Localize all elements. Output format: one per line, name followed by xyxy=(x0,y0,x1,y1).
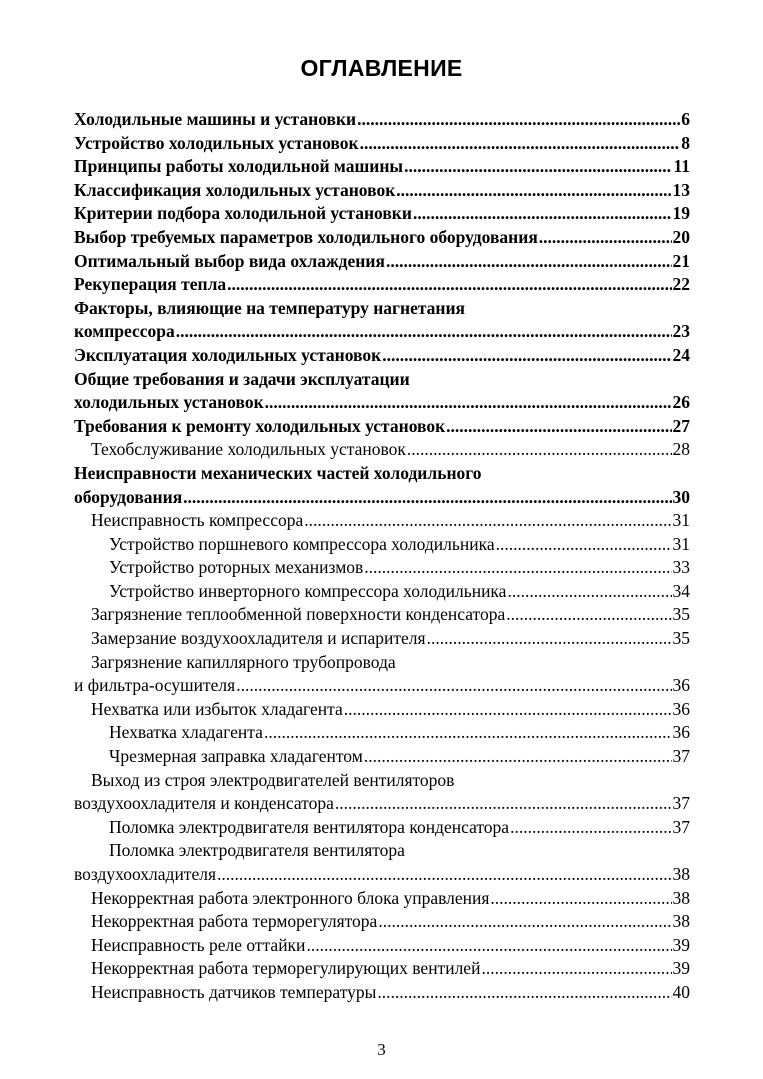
toc-entry xyxy=(74,179,690,203)
toc-entry-title: Факторы, влияющие на температуру нагнетания xyxy=(74,297,466,318)
dot-leader xyxy=(490,887,671,911)
toc-entry xyxy=(74,957,690,981)
toc-entry-title: Поломка электродвигателя вентилятора xyxy=(109,840,405,861)
toc-entry xyxy=(74,438,690,462)
toc-entry-title: Замерзание воздухоохладителя и испарителя xyxy=(91,628,426,649)
toc-entry-title-continuation: компрессора xyxy=(74,321,175,342)
toc-entry xyxy=(74,202,690,226)
toc-entry xyxy=(74,509,690,533)
toc-entry-page: 37 xyxy=(672,816,690,837)
toc-entry-title: Принципы работы холодильной машины xyxy=(74,156,404,177)
toc-entry-title: Рекуперация тепла xyxy=(74,274,227,295)
toc-entry xyxy=(74,108,690,132)
toc-entry-title: Нехватка хладагента xyxy=(109,722,263,743)
dot-leader xyxy=(404,155,672,179)
toc-entry xyxy=(74,155,690,179)
toc-entry-continuation xyxy=(74,391,690,415)
toc-entry-title: Загрязнение капиллярного трубопровода xyxy=(91,651,396,672)
page-title: ОГЛАВЛЕНИЕ xyxy=(300,55,463,81)
toc-entry-page: 26 xyxy=(672,392,690,413)
toc-entry-page: 30 xyxy=(672,486,690,507)
toc-entry-title: Устройство холодильных установок xyxy=(74,132,359,153)
toc-entry-page: 19 xyxy=(672,203,690,224)
toc-entry xyxy=(74,250,690,274)
dot-leader xyxy=(382,344,671,368)
toc-entry-page: 37 xyxy=(672,793,690,814)
toc-entry-continuation xyxy=(74,863,690,887)
toc-entry-title: Оптимальный выбор вида охлаждения xyxy=(74,250,385,271)
toc-entry xyxy=(74,769,690,793)
toc-entry-title: Некорректная работа электронного блока управления xyxy=(91,887,490,908)
dot-leader xyxy=(357,108,680,132)
toc-entry-title: Классификация холодильных установок xyxy=(74,179,396,200)
toc-entry-title: Некорректная работа терморегулятора xyxy=(91,911,378,932)
toc-entry xyxy=(74,981,690,1005)
toc-entry-page: 31 xyxy=(672,533,690,554)
dot-leader xyxy=(176,320,672,344)
toc-entry-page: 38 xyxy=(672,864,690,884)
toc-entry-page: 21 xyxy=(672,250,690,271)
toc-entry-title: Неисправности механических частей холодильного xyxy=(74,462,482,483)
toc-entry xyxy=(74,580,690,604)
dot-leader xyxy=(236,674,671,698)
dot-leader xyxy=(446,415,671,439)
dot-leader xyxy=(506,603,671,627)
toc-entry-page: 36 xyxy=(672,722,690,743)
toc-entry-title: Требования к ремонту холодильных установок xyxy=(74,415,446,436)
toc-entry-page: 24 xyxy=(672,344,690,365)
toc-entry xyxy=(74,934,690,958)
toc-entry-page: 36 xyxy=(672,675,690,696)
toc-entry xyxy=(74,415,690,439)
toc-entry xyxy=(74,132,690,156)
toc-entry-title: Загрязнение теплообменной поверхности конденсатора xyxy=(91,604,506,625)
toc-entry-title: Некорректная работа терморегулирующих вентилей xyxy=(91,958,481,979)
dot-leader xyxy=(217,863,671,887)
toc-entry-page: 39 xyxy=(672,934,690,955)
toc-entry-page: 39 xyxy=(672,958,690,979)
dot-leader xyxy=(496,533,672,557)
dot-leader xyxy=(364,745,672,769)
dot-leader xyxy=(507,580,671,604)
toc-entry-title-continuation: воздухоохладителя xyxy=(74,864,217,884)
toc-entry-page: 35 xyxy=(672,628,690,649)
toc-entry xyxy=(74,816,690,840)
toc-entry xyxy=(74,226,690,250)
toc-entry-title-continuation: оборудования xyxy=(74,486,183,507)
toc-entry-continuation xyxy=(74,486,690,510)
page-number: 3 xyxy=(377,1040,386,1059)
toc-entry-title: Устройство роторных механизмов xyxy=(109,557,364,578)
toc-entry-title: Неисправность компрессора xyxy=(91,510,304,531)
dot-leader xyxy=(510,816,671,840)
dot-leader xyxy=(265,391,672,415)
toc-entry-page: 27 xyxy=(672,415,690,436)
toc-entry-page: 22 xyxy=(672,274,690,295)
toc-entry-title: Неисправность датчиков температуры xyxy=(91,981,377,1002)
toc-entry-title: Техобслуживание холодильных установок xyxy=(91,439,406,460)
toc-entry-page: 6 xyxy=(681,109,690,129)
toc-entry xyxy=(74,627,690,651)
toc-entry xyxy=(74,910,690,934)
toc-entry xyxy=(74,556,690,580)
dot-leader xyxy=(539,226,672,250)
toc-entry-page: 37 xyxy=(672,746,690,767)
toc-entry-title: Холодильные машины и установки xyxy=(74,109,357,129)
toc-entry xyxy=(74,745,690,769)
toc-entry-page: 36 xyxy=(672,698,690,719)
toc-entry xyxy=(74,721,690,745)
dot-leader xyxy=(306,934,671,958)
dot-leader xyxy=(407,438,672,462)
dot-leader xyxy=(378,910,671,934)
toc-entry-page: 34 xyxy=(672,580,690,601)
dot-leader xyxy=(227,273,671,297)
toc-entry-page: 35 xyxy=(672,604,690,625)
toc-entry-page: 11 xyxy=(673,156,690,177)
toc-entry-title: Эксплуатация холодильных установок xyxy=(74,344,382,365)
toc-entry xyxy=(74,533,690,557)
toc-entry xyxy=(74,273,690,297)
toc-entry xyxy=(74,603,690,627)
toc-entry-title: Критерии подбора холодильной установки xyxy=(74,203,412,224)
dot-leader xyxy=(360,132,681,156)
toc-entry-title: Устройство поршневого компрессора холодильника xyxy=(109,533,495,554)
toc-entry xyxy=(74,839,690,863)
toc-entry-page: 20 xyxy=(672,226,690,247)
dot-leader xyxy=(386,250,672,274)
table-of-contents xyxy=(74,108,690,1005)
dot-leader xyxy=(427,627,672,651)
toc-entry-title: Поломка электродвигателя вентилятора конденсатора xyxy=(109,816,510,837)
dot-leader xyxy=(183,486,671,510)
dot-leader xyxy=(264,721,672,745)
toc-entry xyxy=(74,462,690,486)
toc-entry xyxy=(74,344,690,368)
toc-entry-continuation xyxy=(74,674,690,698)
toc-entry xyxy=(74,698,690,722)
toc-entry-continuation xyxy=(74,792,690,816)
toc-entry-continuation xyxy=(74,320,690,344)
toc-entry-page: 31 xyxy=(672,510,690,531)
dot-leader xyxy=(344,698,672,722)
dot-leader xyxy=(304,509,671,533)
toc-entry-page: 8 xyxy=(681,132,690,153)
toc-entry-page: 33 xyxy=(672,557,690,578)
toc-entry-page: 28 xyxy=(672,439,690,460)
toc-entry-page: 38 xyxy=(672,911,690,932)
toc-entry xyxy=(74,368,690,392)
dot-leader xyxy=(481,957,671,981)
toc-entry-title: Устройство инверторного компрессора холодильника xyxy=(109,580,507,601)
toc-entry-title: Выбор требуемых параметров холодильного оборудования xyxy=(74,226,538,247)
dot-leader xyxy=(413,202,672,226)
toc-entry-title: Чрезмерная заправка хладагентом xyxy=(109,746,363,767)
dot-leader xyxy=(364,556,671,580)
toc-entry xyxy=(74,651,690,675)
toc-entry-title: Выход из строя электродвигателей вентиляторов xyxy=(91,769,455,790)
toc-entry-title: Неисправность реле оттайки xyxy=(91,934,306,955)
dot-leader xyxy=(396,179,671,203)
toc-entry-title-continuation: и фильтра-осушителя xyxy=(74,675,236,696)
toc-entry xyxy=(74,887,690,911)
toc-entry-title-continuation: воздухоохладителя и конденсатора xyxy=(74,793,334,814)
toc-entry-page: 38 xyxy=(672,887,690,908)
toc-entry-title: Нехватка или избыток хладагента xyxy=(91,698,343,719)
toc-entry-page: 23 xyxy=(672,321,690,342)
dot-leader xyxy=(377,981,671,1005)
toc-entry-page: 40 xyxy=(672,981,690,1002)
toc-entry xyxy=(74,297,690,321)
toc-entry-page: 13 xyxy=(672,179,690,200)
toc-entry-title-continuation: холодильных установок xyxy=(74,392,264,413)
toc-entry-title: Общие требования и задачи эксплуатации xyxy=(74,368,410,389)
dot-leader xyxy=(335,792,672,816)
